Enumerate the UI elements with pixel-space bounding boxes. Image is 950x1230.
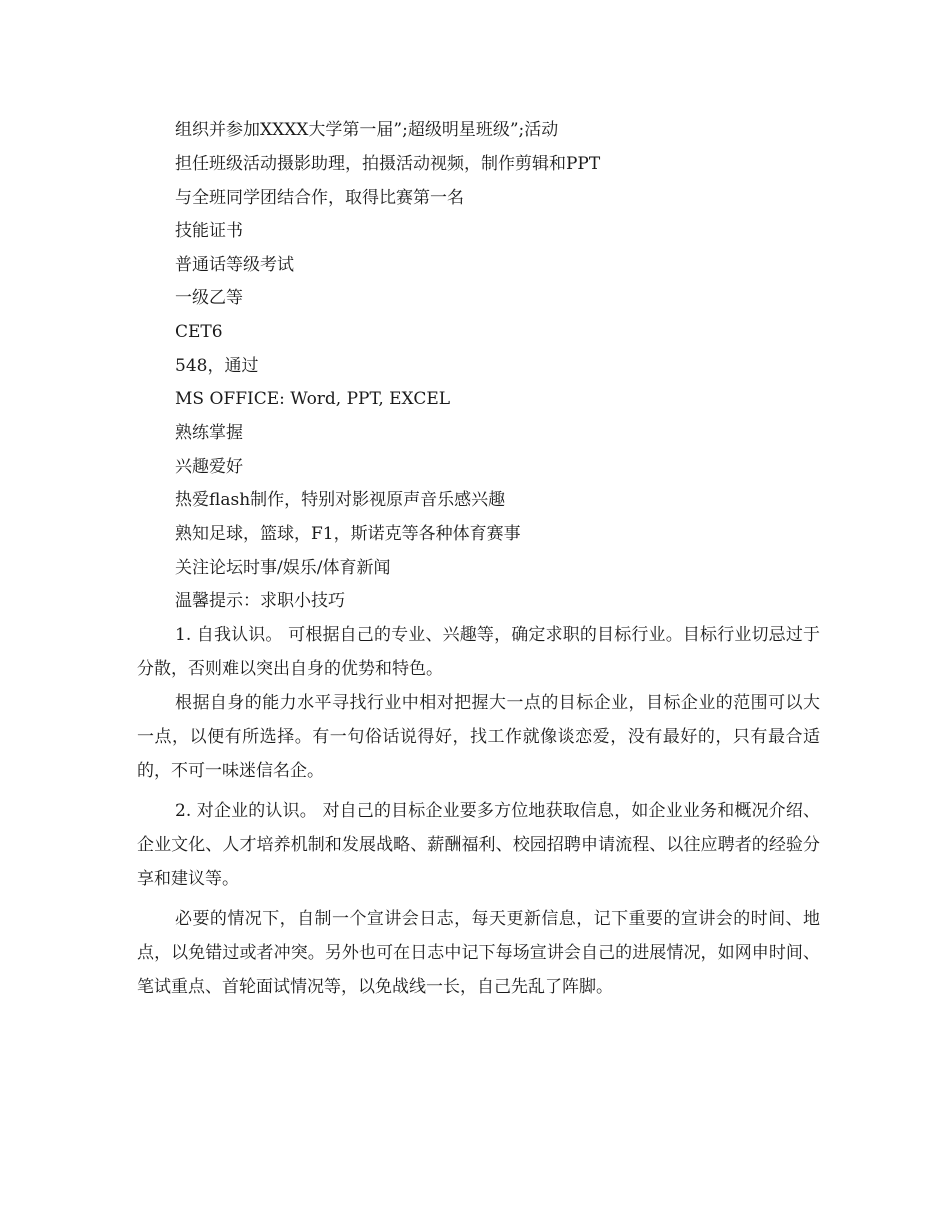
tip-paragraph-4: 必要的情况下，自制一个宣讲会日志，每天更新信息，记下重要的宣讲会的时间、地点，以免错过或者冲突。另外也可在日志中记下每场宣讲会自己的进展情况，如网申时间、笔试重点、首轮面试情况等，以免战线一长，自己先乱了阵脚。: [137, 909, 820, 997]
skill-level-office: 熟练掌握: [175, 423, 243, 443]
section-heading-hobbies: 兴趣爱好: [175, 457, 243, 477]
hobby-line-2: 熟知足球，篮球，F1，斯诺克等各种体育赛事: [175, 524, 521, 544]
certificate-name-cet6: CET6: [175, 322, 223, 342]
tip-paragraph-2: 根据自身的能力水平寻找行业中相对把握大一点的目标企业，目标企业的范围可以大一点，以便有所选择。有一句俗话说得好，找工作就像谈恋爱，没有最好的，只有最合适的，不可一味迷信名企。: [137, 693, 820, 781]
skill-name-office: MS OFFICE: Word, PPT, EXCEL: [175, 389, 451, 409]
activity-line-2: 担任班级活动摄影助理，拍摄活动视频，制作剪辑和PPT: [175, 154, 601, 174]
tip-paragraph-1: 1. 自我认识。 可根据自己的专业、兴趣等，确定求职的目标行业。目标行业切忌过于分散，否则难以突出自身的优势和特色。: [137, 625, 820, 679]
certificate-result-mandarin: 一级乙等: [175, 288, 243, 308]
activity-line-1: 组织并参加XXXX大学第一届”;超级明星班级”;活动: [175, 120, 559, 140]
certificate-result-cet6: 548，通过: [175, 356, 259, 376]
certificate-name-mandarin: 普通话等级考试: [175, 255, 294, 275]
hobby-line-3: 关注论坛时事/娱乐/体育新闻: [175, 558, 391, 578]
hobby-line-1: 热爱flash制作，特别对影视原声音乐感兴趣: [175, 490, 506, 510]
tips-heading: 温馨提示：求职小技巧: [175, 591, 345, 611]
section-heading-certificates: 技能证书: [175, 221, 243, 241]
activity-line-3: 与全班同学团结合作，取得比赛第一名: [175, 188, 464, 208]
tip-paragraph-3: 2. 对企业的认识。 对自己的目标企业要多方位地获取信息，如企业业务和概况介绍、企业文化、人才培养机制和发展战略、薪酬福利、校园招聘申请流程、以往应聘者的经验分享和建议等。: [137, 801, 820, 889]
